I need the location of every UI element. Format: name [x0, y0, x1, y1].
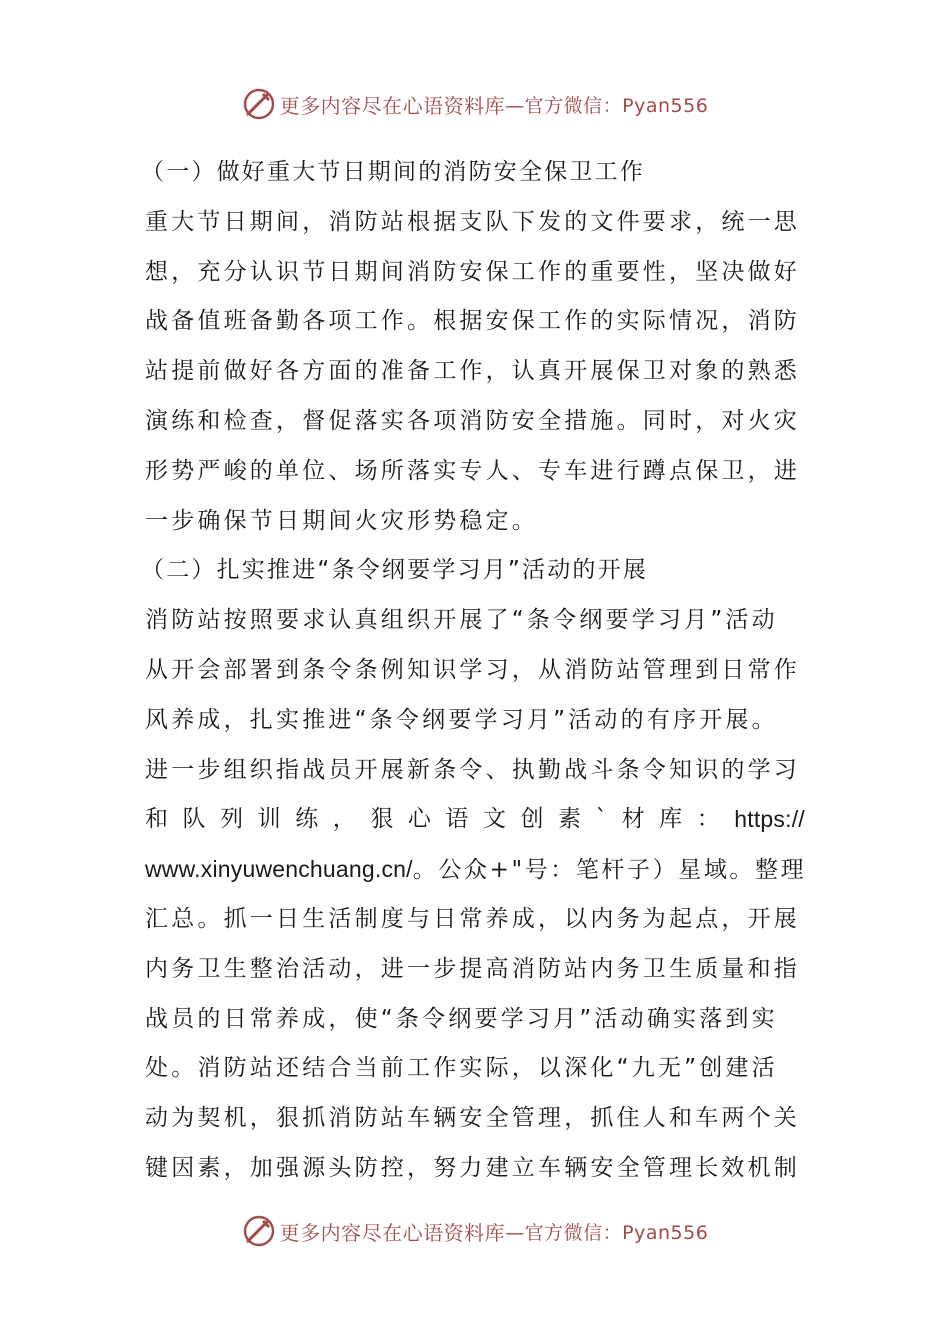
paragraph-line: 从开会部署到条令条例知识学习，从消防站管理到日常作 [145, 656, 800, 683]
paragraph-line: 重大节日期间，消防站根据支队下发的文件要求，统一思 [145, 208, 800, 235]
spread-char: 素 [558, 806, 582, 833]
pen-logo-icon [242, 1214, 276, 1248]
spread-char: ： [696, 806, 720, 833]
spread-char: 库 [659, 806, 683, 833]
paragraph-line: 风养成，扎实推进“条令纲要学习月”活动的有序开展。 [145, 706, 778, 733]
spread-char: ` [595, 806, 608, 833]
spread-char: ， [332, 806, 356, 833]
paragraph-line: 战员的日常养成，使“条令纲要学习月”活动确实落到实 [145, 1005, 778, 1032]
url-paragraph-line [145, 845, 805, 895]
spread-char: 创 [520, 806, 544, 833]
paragraph-line: 站提前做好各方面的准备工作，认真开展保卫对象的熟悉 [145, 358, 800, 385]
section1-heading: （一）做好重大节日期间的消防安全保卫工作 [141, 159, 645, 185]
paragraph-line: 处。消防站还结合当前工作实际，以深化“九无”创建活 [145, 1055, 778, 1082]
spread-char: 训 [257, 806, 281, 833]
paragraph-line: 键因素，加强源头防控，努力建立车辆安全管理长效机制 [145, 1154, 800, 1181]
footer-banner [0, 1211, 950, 1251]
footer-brand-text: 更多内容尽在心语资料库 [279, 1220, 506, 1245]
spread-paragraph-line [145, 795, 805, 845]
spread-char: 语 [445, 806, 469, 833]
header-contact-text: —官方微信：Pyan556 [505, 94, 709, 117]
paragraph-line: 演练和检查，督促落实各项消防安全措施。同时，对火灾 [145, 407, 800, 434]
paragraph-line: 内务卫生整治活动，进一步提高消防站内务卫生质量和指 [145, 955, 800, 982]
pen-logo-icon [242, 87, 276, 121]
url-line-rest: 。公众+"号：笔杆子）星域。整理 [412, 857, 807, 884]
spread-char: 队 [182, 806, 206, 833]
url-prefix-text: https:// [734, 806, 805, 833]
document-body [141, 148, 807, 1194]
paragraph-line: 战备值班备勤各项工作。根据安保工作的实际情况，消防 [145, 308, 800, 335]
spread-char: 材 [621, 806, 645, 833]
paragraph-line: 一步确保节日期间火灾形势稳定。 [145, 507, 538, 534]
paragraph-line: 进一步组织指战员开展新条令、执勤战斗条令知识的学习 [145, 756, 800, 783]
header-banner [0, 84, 950, 124]
paragraph-line: 动为契机，狠抓消防站车辆安全管理，抓住人和车两个关 [145, 1105, 800, 1132]
section2-heading: （二）扎实推进“条令纲要学习月”活动的开展 [141, 557, 649, 584]
url-text: www.xinyuwenchuang.cn/ [145, 856, 413, 883]
spread-char: 和 [145, 806, 168, 833]
paragraph-line: 形势严峻的单位、场所落实专人、专车进行蹲点保卫，进 [145, 457, 800, 484]
paragraph-line: 想，充分认识节日期间消防安保工作的重要性，坚决做好 [145, 258, 800, 285]
header-brand-text: 更多内容尽在心语资料库 [279, 93, 506, 118]
spread-char: 狠 [370, 806, 394, 833]
spread-char: 练 [295, 806, 319, 833]
paragraph-line: 消防站按照要求认真组织开展了“条令纲要学习月”活动 [145, 607, 778, 634]
spread-char: 列 [220, 806, 244, 833]
footer-contact-text: —官方微信：Pyan556 [505, 1221, 709, 1244]
spread-char: 心 [407, 806, 431, 833]
paragraph-line: 汇总。抓一日生活制度与日常养成，以内务为起点，开展 [145, 905, 800, 932]
spread-char: 文 [482, 806, 506, 833]
